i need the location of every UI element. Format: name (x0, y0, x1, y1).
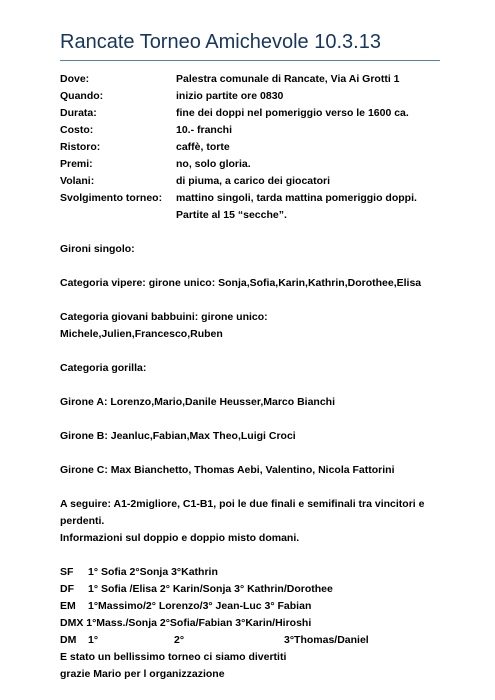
informazioni-doppio: Informazioni sul doppio e doppio misto domani. (60, 532, 300, 544)
closing-line-2: grazie Mario per l organizzazione (60, 668, 225, 680)
result-row-df (60, 581, 460, 598)
info-table (60, 71, 460, 224)
gironi-heading: Gironi singolo: (60, 243, 135, 255)
result-code: EM (60, 600, 76, 612)
info-value: 10.- franchi (176, 124, 233, 136)
girone-b: Girone B: Jeanluc,Fabian,Max Theo,Luigi Croci (60, 430, 296, 442)
info-label: Durata: (60, 107, 97, 119)
info-value: fine dei doppi nel pomeriggio verso le 1600 ca. (176, 107, 409, 119)
result-code: SF (60, 566, 74, 578)
result-row-dm (60, 632, 460, 649)
document-body (60, 71, 460, 683)
info-label: Dove: (60, 73, 90, 85)
info-label: Ristoro: (60, 141, 101, 153)
info-row-durata (60, 105, 460, 122)
info-label: Svolgimento torneo: (60, 192, 163, 204)
closing-line-1: E stato un bellissimo torneo ci siamo divertiti (60, 651, 287, 663)
category-vipere: Categoria vipere: girone unico: Sonja,Sofia,Karin,Kathrin,Dorothee,Elisa (60, 277, 422, 289)
info-row-partite (60, 207, 460, 224)
title-underline (60, 60, 440, 61)
info-value: no, solo gloria. (176, 158, 251, 170)
info-row-quando (60, 88, 460, 105)
info-row-svolgimento (60, 190, 460, 207)
info-row-dove (60, 71, 460, 88)
girone-a: Girone A: Lorenzo,Mario,Danile Heusser,Marco Bianchi (60, 396, 336, 408)
info-row-costo (60, 122, 460, 139)
result-second: 2° (174, 634, 185, 646)
info-label: Costo: (60, 124, 94, 136)
result-first: 1° (88, 634, 99, 646)
a-seguire: A seguire: A1-2migliore, C1-B1, poi le due finali e semifinali tra vincitori e perdenti. (60, 498, 425, 527)
result-row-em (60, 598, 460, 615)
result-text: 1° Sofia 2°Sonja 3°Kathrin (88, 566, 218, 578)
info-value: Partite al 15 “secche”. (176, 209, 287, 221)
result-text: 1° Sofia /Elisa 2° Karin/Sonja 3° Kathrin/Dorothee (88, 583, 333, 595)
info-row-ristoro (60, 139, 460, 156)
result-third: 3°Thomas/Daniel (284, 634, 369, 646)
category-gorilla: Categoria gorilla: (60, 362, 147, 374)
info-label-empty (60, 207, 176, 224)
category-giovani-line-1: Categoria giovani babbuini: girone unico: (60, 311, 268, 323)
document-title: Rancate Torneo Amichevole 10.3.13 (60, 31, 381, 53)
info-label: Quando: (60, 90, 104, 102)
girone-c: Girone C: Max Bianchetto, Thomas Aebi, Valentino, Nicola Fattorini (60, 464, 395, 476)
result-row-sf (60, 564, 460, 581)
result-code: DF (60, 583, 74, 595)
info-label: Premi: (60, 158, 93, 170)
results-list (60, 564, 460, 649)
info-row-volani (60, 173, 460, 190)
result-row-dmx: DMX 1°Mass./Sonja 2°Sofia/Fabian 3°Karin/Hiroshi (60, 617, 312, 629)
info-value: mattino singoli, tarda mattina pomeriggio doppi. (176, 192, 417, 204)
category-giovani-line-2: Michele,Julien,Francesco,Ruben (60, 328, 223, 340)
info-value: di piuma, a carico dei giocatori (176, 175, 331, 187)
info-row-premi (60, 156, 460, 173)
result-code: DM (60, 634, 77, 646)
info-value: inizio partite ore 0830 (176, 90, 284, 102)
info-value: Palestra comunale di Rancate, Via Ai Grotti 1 (176, 73, 400, 85)
result-text: 1°Massimo/2° Lorenzo/3° Jean-Luc 3° Fabian (88, 600, 312, 612)
info-label: Volani: (60, 175, 95, 187)
info-value: caffè, torte (176, 141, 230, 153)
